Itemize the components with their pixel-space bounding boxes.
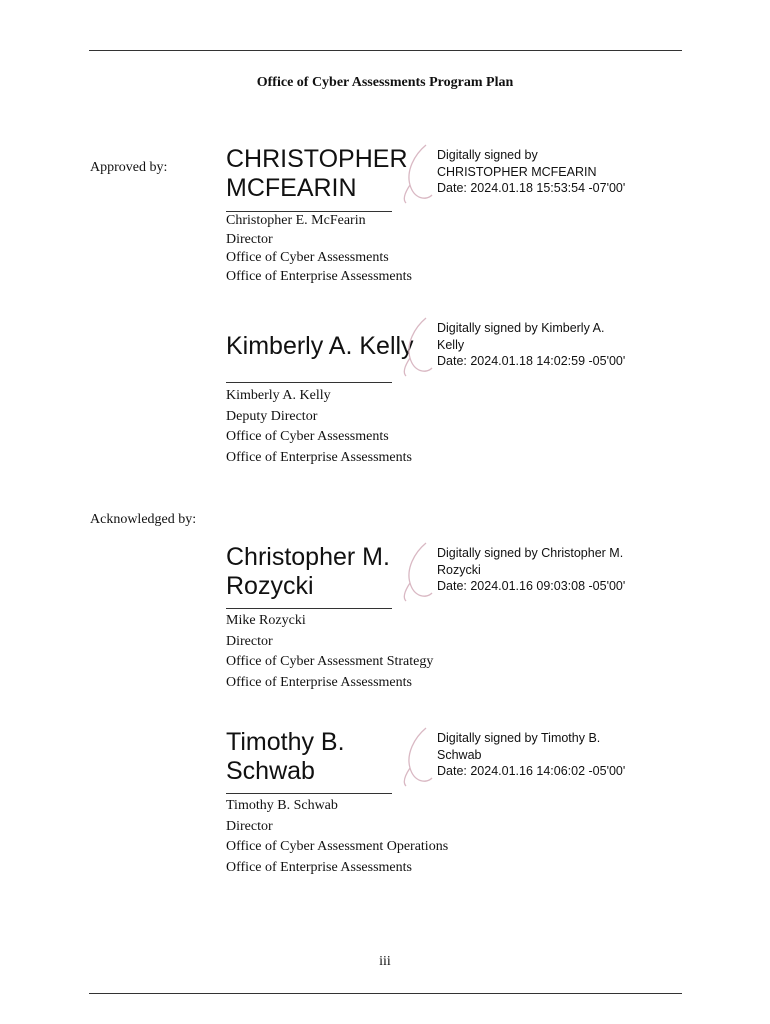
- digital-signature-line: CHRISTOPHER MCFEARIN: [437, 164, 597, 179]
- digital-signature-line: Date: 2024.01.18 14:02:59 -05'00': [437, 354, 626, 368]
- signature-name: Kimberly A. Kelly: [226, 332, 414, 360]
- signer-info: [226, 212, 412, 286]
- digital-signature-line: Kelly: [437, 337, 465, 352]
- digital-signature-line: Digitally signed by: [437, 148, 538, 162]
- signer-office: Office of Cyber Assessments: [226, 250, 389, 265]
- digital-signature-line: Digitally signed by Christopher M.: [437, 546, 624, 560]
- digital-signature-line: Digitally signed by Kimberly A.: [437, 321, 605, 335]
- digital-signature-line: Date: 2024.01.18 15:53:54 -07'00': [437, 181, 626, 195]
- signer-info: [226, 386, 412, 468]
- digital-signature-line: Date: 2024.01.16 09:03:08 -05'00': [437, 579, 626, 593]
- bottom-rule: [89, 993, 682, 994]
- acknowledged-by-label: Acknowledged by:: [90, 512, 197, 527]
- digital-signature-line: Digitally signed by Timothy B.: [437, 731, 601, 745]
- signer-name: Mike Rozycki: [226, 613, 306, 628]
- signature-line: [226, 793, 392, 794]
- signer-title: Deputy Director: [226, 408, 318, 424]
- digital-signature-details: [437, 320, 652, 370]
- top-rule: [89, 50, 682, 51]
- document-title: Office of Cyber Assessments Program Plan: [256, 75, 514, 90]
- signer-organization: Office of Enterprise Assessments: [226, 268, 412, 284]
- digital-signature-line: Schwab: [437, 747, 482, 762]
- digital-signature-mark-icon: [396, 539, 436, 605]
- signer-title: Director: [226, 633, 273, 649]
- signer-office: Office of Cyber Assessments: [226, 429, 389, 444]
- signer-office: Office of Cyber Assessment Strategy: [226, 654, 434, 669]
- approved-by-label: Approved by:: [90, 160, 168, 175]
- digital-signature-details: [437, 545, 652, 595]
- signature-line: [226, 382, 392, 383]
- digital-signature-mark-icon: [396, 141, 436, 207]
- signer-name: Christopher E. McFearin: [226, 213, 366, 228]
- signature-name: Timothy B. Schwab: [226, 728, 345, 785]
- signer-office: Office of Cyber Assessment Operations: [226, 839, 449, 854]
- signature-line: [226, 608, 392, 609]
- digital-signature-details: [437, 147, 652, 197]
- digital-signature-line: Date: 2024.01.16 14:06:02 -05'00': [437, 764, 626, 778]
- signer-organization: Office of Enterprise Assessments: [226, 859, 412, 875]
- signer-organization: Office of Enterprise Assessments: [226, 674, 412, 690]
- digital-signature-mark-icon: [396, 314, 436, 380]
- signer-title: Director: [226, 231, 273, 247]
- page-number: iii: [379, 954, 391, 969]
- signer-info: [226, 611, 433, 693]
- signer-organization: Office of Enterprise Assessments: [226, 449, 412, 465]
- digital-signature-line: Rozycki: [437, 562, 481, 577]
- digital-signature-mark-icon: [396, 724, 436, 790]
- signature-name: Christopher M. Rozycki: [226, 543, 390, 600]
- signer-info: [226, 796, 448, 878]
- signer-title: Director: [226, 818, 273, 834]
- signature-name: CHRISTOPHER MCFEARIN: [226, 145, 408, 202]
- signer-name: Timothy B. Schwab: [226, 798, 338, 813]
- signer-name: Kimberly A. Kelly: [226, 388, 331, 403]
- digital-signature-details: [437, 730, 652, 780]
